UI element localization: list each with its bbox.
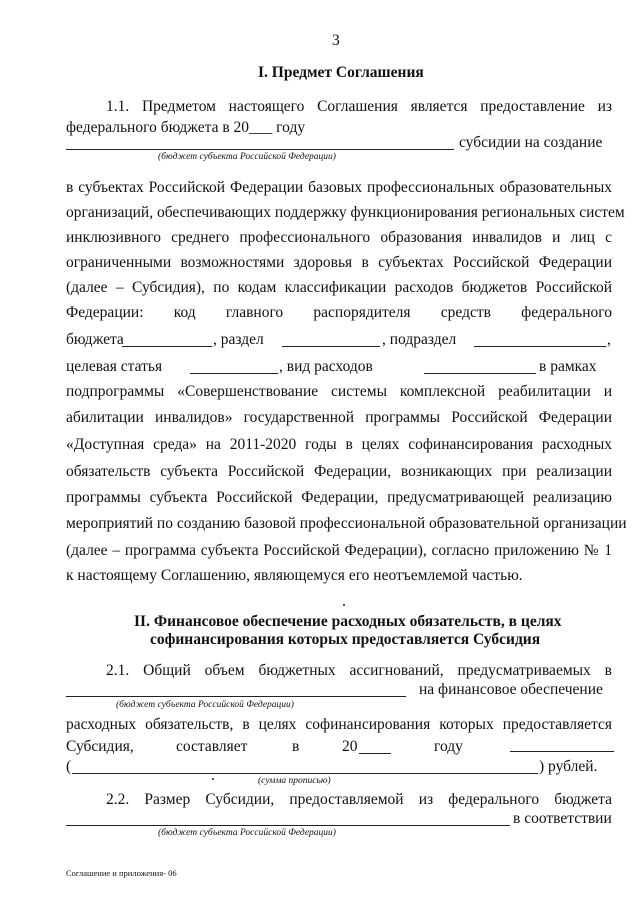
budget-blank-line-2: [66, 696, 406, 697]
para-1-1-line-8: (далее – Субсидия), по кодам классификации расходов бюджетов Российской: [66, 279, 612, 296]
para-1-1-line-5: организаций, обеспечивающих поддержку функционирования региональных систем: [66, 204, 625, 221]
para-1-1-line-17: мероприятий по созданию базовой профессиональной образовательной организации: [66, 515, 627, 532]
para-1-1-line-15: обязательств субъекта Российской Федерации, возникающих при реализации: [66, 463, 612, 480]
para-1-1-line-19: к настоящему Соглашению, являющемуся его неотъемлемой частью.: [66, 567, 523, 584]
para-2-2-line-1: 2.2. Размер Субсидии, предоставляемой из федерального бюджета: [106, 791, 612, 808]
open-paren: (: [66, 758, 72, 775]
para-1-1-line-2: федерального бюджета в 20___ году: [66, 119, 306, 136]
para-1-1-line-1: 1.1. Предметом настоящего Соглашения является предоставление из: [106, 98, 612, 115]
scan-speck: [343, 604, 345, 606]
scan-speck-2: [212, 778, 214, 780]
para-1-1-line-12: подпрограммы «Совершенствование системы комплексной реабилитации и: [66, 383, 612, 400]
para-1-1-line-13: абилитации инвалидов» государственной программы Российской Федерации: [66, 409, 612, 426]
para-2-1-line-1: 2.1. Общий объем бюджетных ассигнований, предусматриваемых в: [106, 662, 612, 679]
para-1-1-line-7: ограниченными возможностями здоровья в субъектах Российской Федерации: [66, 254, 612, 271]
page-number: 3: [332, 32, 340, 49]
blank-section-code: [282, 346, 380, 347]
section-1-heading: I. Предмет Соглашения: [258, 64, 424, 81]
label-subsidy: Субсидия,: [66, 738, 134, 755]
label-year: году: [434, 738, 463, 755]
label-subsection: , подраздел: [382, 331, 457, 348]
caption-budget-1: (бюджет субъекта Российской Федерации): [158, 152, 336, 162]
label-section: , раздел: [213, 331, 264, 348]
budget-blank-line-1: [66, 149, 454, 150]
footer-note: Соглашение и приложения- 06: [66, 868, 177, 878]
para-1-1-line-14: «Доступная среда» на 2011-2020 годы в целях софинансирования расходных: [66, 436, 612, 453]
blank-year: [359, 753, 391, 754]
blank-amount-figures: [510, 751, 614, 752]
blank-expense-type: [424, 373, 536, 374]
section-2-heading-line-1: II. Финансовое обеспечение расходных обязательств, в целях: [134, 613, 562, 630]
para-1-1-line-3: субсидии на создание: [459, 134, 603, 151]
para-1-1-line-4: в субъектах Российской Федерации базовых профессиональных образовательных: [66, 179, 612, 196]
para-1-1-line-6: инклюзивного среднего профессионального образования инвалидов и лиц с: [66, 229, 612, 246]
para-2-2-line-2: в соответствии: [513, 810, 612, 827]
label-amounts-to: составляет: [176, 738, 248, 755]
section-2-heading-line-2: софинансирования которых предоставляется Субсидия: [150, 631, 541, 648]
label-within: в рамках: [539, 358, 597, 375]
label-budget: бюджета: [66, 331, 124, 348]
caption-budget-3: (бюджет субъекта Российской Федерации): [158, 828, 336, 838]
para-2-1-line-2: на финансовое обеспечение: [419, 681, 603, 698]
comma: ,: [607, 331, 611, 348]
label-rubles: ) рублей.: [539, 758, 598, 775]
label-year-prefix: 20: [342, 738, 358, 755]
label-target-article: целевая статья: [66, 358, 163, 375]
blank-subsection-code: [474, 346, 606, 347]
blank-amount-words: [72, 773, 538, 774]
label-in: в: [292, 738, 300, 755]
caption-amount-words: (сумма прописью): [258, 776, 331, 786]
label-expense-type: , вид расходов: [279, 358, 373, 375]
blank-budget-code: [122, 346, 212, 347]
blank-target-article: [190, 373, 278, 374]
para-2-1-line-3: расходных обязательств, в целях софинансирования которых предоставляется: [66, 716, 612, 733]
budget-blank-line-3: [66, 825, 510, 826]
caption-budget-2: (бюджет субъекта Российской Федерации): [116, 700, 294, 710]
para-1-1-line-16: программы субъекта Российской Федерации, предусматривающей реализацию: [66, 489, 612, 506]
para-1-1-line-9: Федерации: код главного распорядителя средств федерального: [66, 304, 612, 321]
para-1-1-line-18: (далее – программа субъекта Российской Федерации), согласно приложению № 1: [66, 542, 612, 559]
